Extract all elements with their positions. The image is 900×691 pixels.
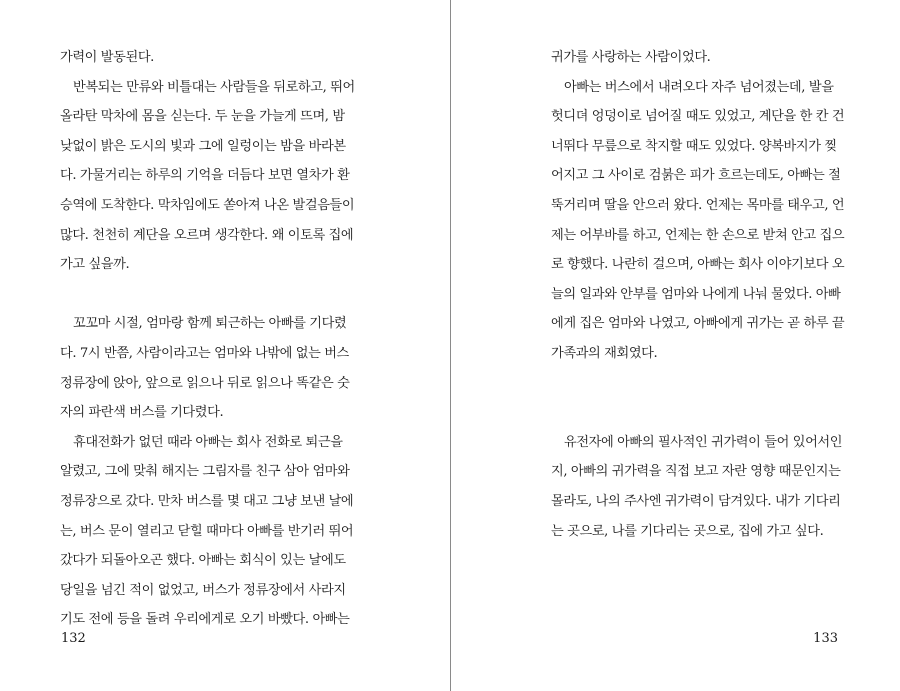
left-page-number: 132 — [61, 631, 86, 646]
text-line: 가력이 발동된다. — [60, 50, 154, 65]
text-line: 로 향했다. 나란히 걸으며, 아빠는 회사 이야기보다 오 — [551, 257, 845, 273]
text-line: 꼬꼬마 시절, 엄마랑 함께 퇴근하는 아빠를 기다렸 — [73, 316, 347, 332]
text-line: 가족과의 재회였다. — [551, 345, 658, 361]
text-line: 승역에 도착한다. 막차임에도 쏟아져 나온 발걸음들이 — [60, 197, 355, 213]
text-line: 정류장에 앉아, 앞으로 읽으나 뒤로 읽으나 똑같은 숫 — [60, 375, 350, 391]
text-line: 몰라도, 나의 주사엔 귀가력이 담겨있다. 내가 기다리 — [551, 493, 841, 509]
text-line: 정류장으로 갔다. 만차 버스를 몇 대고 그냥 보낸 날에 — [60, 493, 354, 509]
text-line: 어지고 그 사이로 검붉은 피가 흐르는데도, 아빠는 절 — [551, 168, 841, 184]
left-page-body — [60, 43, 360, 635]
right-page-number: 133 — [813, 631, 838, 646]
text-line: 뚝거리며 딸을 안으러 왔다. 언제는 목마를 태우고, 언 — [551, 197, 845, 213]
text-line: 기도 전에 등을 돌려 우리에게로 오기 바빴다. 아빠는 — [60, 612, 350, 628]
text-line: 는 곳으로, 나를 기다리는 곳으로, 집에 가고 싶다. — [551, 523, 824, 539]
text-line — [551, 398, 849, 428]
text-line: 제는 어부바를 하고, 언제는 한 손으로 받쳐 안고 집으 — [551, 227, 845, 243]
text-line: 아빠는 버스에서 내려오다 자주 넘어졌는데, 발을 — [564, 79, 834, 95]
text-line: 자의 파란색 버스를 기다렸다. — [60, 405, 224, 421]
text-line: 당일을 넘긴 적이 없었고, 버스가 정류장에서 사라지 — [60, 582, 346, 598]
text-line: 유전자에 아빠의 필사적인 귀가력이 들어 있어서인 — [564, 434, 843, 450]
text-line: 가고 싶을까. — [60, 257, 130, 273]
text-line: 헛디뎌 엉덩이로 넘어질 때도 있었고, 계단을 한 칸 건 — [551, 109, 845, 125]
right-page-body — [551, 43, 849, 546]
right-page — [451, 0, 900, 691]
text-line: 너뛰다 무릎으로 착지할 때도 있었다. 양복바지가 찢 — [551, 138, 837, 154]
text-line: 휴대전화가 없던 때라 아빠는 회사 전화로 퇴근을 — [73, 434, 343, 450]
text-line — [551, 369, 849, 399]
text-line: 낮없이 밝은 도시의 빛과 그에 일렁이는 밤을 바라본 — [60, 138, 346, 154]
text-line: 반복되는 만류와 비틀대는 사람들을 뒤로하고, 뛰어 — [73, 79, 355, 95]
text-line: 에게 집은 엄마와 나였고, 아빠에게 귀가는 곧 하루 끝 — [551, 316, 845, 332]
text-line: 귀가를 사랑하는 사람이었다. — [551, 50, 711, 65]
text-line: 다. 가물거리는 하루의 기억을 더듬다 보면 열차가 환 — [60, 168, 350, 184]
text-line: 알렸고, 그에 맞춰 해지는 그림자를 친구 삼아 엄마와 — [60, 464, 350, 480]
text-line: 는, 버스 문이 열리고 닫힐 때마다 아빠를 반기러 뛰어 — [60, 523, 354, 539]
text-line: 많다. 천천히 계단을 오르며 생각한다. 왜 이토록 집에 — [60, 227, 354, 243]
text-line: 지, 아빠의 귀가력을 직접 보고 자란 영향 때문인지는 — [551, 464, 841, 480]
text-line: 갔다가 되돌아오곤 했다. 아빠는 회식이 있는 날에도 — [60, 553, 346, 569]
text-line: 늘의 일과와 안부를 엄마와 나에게 나눠 물었다. 아빠 — [551, 286, 841, 302]
text-line: 올라탄 막차에 몸을 싣는다. 두 눈을 가늘게 뜨며, 밤 — [60, 109, 345, 125]
text-line — [60, 280, 360, 310]
text-line: 다. 7시 반쯤, 사람이라고는 엄마와 나밖에 없는 버스 — [60, 345, 349, 361]
